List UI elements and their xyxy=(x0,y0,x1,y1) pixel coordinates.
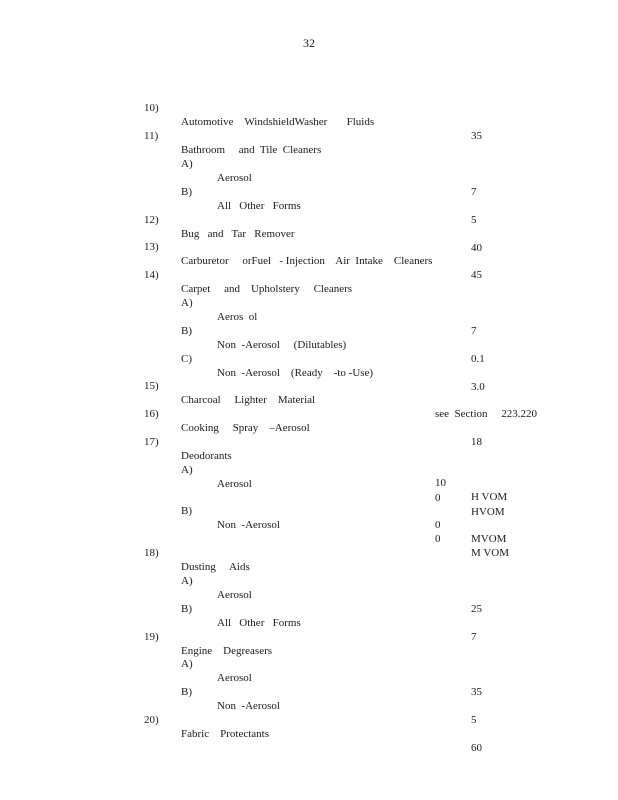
item-number: 18) xyxy=(144,547,159,559)
limit-number: 0 xyxy=(435,519,441,531)
sub-item xyxy=(0,310,618,365)
item-number: 12) xyxy=(144,214,159,226)
item-value: 18 xyxy=(471,436,482,448)
item-value: 5 xyxy=(471,214,477,226)
item-label: Engine Degreasers xyxy=(181,645,273,657)
limit-number: 0 xyxy=(435,533,441,545)
item-number: 16) xyxy=(144,408,159,420)
item-label: Charcoal Lighter Material xyxy=(181,394,316,406)
item-number: 11) xyxy=(144,130,159,142)
item-label: Bathroom and Tile Cleaners xyxy=(181,144,322,156)
sub-item-letter: A) xyxy=(181,575,193,587)
sub-item-label: Aerosol xyxy=(217,172,252,184)
sub-item-letter: B) xyxy=(181,505,192,517)
item-value: 5 xyxy=(471,714,477,726)
sub-item-label: Non -Aerosol (Dilutables) xyxy=(217,339,347,351)
sub-item-letter: C) xyxy=(181,353,192,365)
sub-item-letter: A) xyxy=(181,297,193,309)
item-number: 20) xyxy=(144,714,159,726)
item-value: see Section 223.220 xyxy=(435,408,538,420)
item-value: 25 xyxy=(471,603,482,615)
item-number: 19) xyxy=(144,631,159,643)
item-value: 35 xyxy=(471,686,482,698)
item-number: 14) xyxy=(144,269,159,281)
limit-unit: MVOM xyxy=(471,533,507,545)
item-value: 35 xyxy=(471,130,482,142)
item-value: 7 xyxy=(471,325,477,337)
sub-item xyxy=(0,560,618,615)
item-label: Carpet and Upholstery Cleaners xyxy=(181,283,353,295)
sub-item-label: Aerosol xyxy=(217,589,252,601)
sub-item xyxy=(0,643,618,698)
item-value: 45 xyxy=(471,269,482,281)
item-number: 10) xyxy=(144,102,159,114)
limit-unit: M VOM xyxy=(471,547,510,559)
sub-item-label: All Other Forms xyxy=(217,617,301,629)
list-item xyxy=(0,699,618,754)
sub-item-label: Aerosol xyxy=(217,672,252,684)
item-value: 0.1 xyxy=(471,353,485,365)
item-value: 60 xyxy=(471,742,482,754)
limit-number: 0 xyxy=(435,492,441,504)
sub-item-label: Aerosol xyxy=(217,478,252,490)
item-label: Automotive WindshieldWasher Fluids xyxy=(181,116,375,128)
item-label: Bug and Tar Remover xyxy=(181,228,295,240)
sub-item-letter: B) xyxy=(181,686,192,698)
sub-item-letter: A) xyxy=(181,658,193,670)
sub-item-label: Aeros ol xyxy=(217,311,258,323)
limit-unit: H VOM xyxy=(471,491,508,503)
item-number: 15) xyxy=(144,380,159,392)
sub-item-letter: A) xyxy=(181,158,193,170)
sub-item-label: All Other Forms xyxy=(217,200,301,212)
item-number: 13) xyxy=(144,241,159,253)
item-label: Fabric Protectants xyxy=(181,728,269,740)
item-label: Cooking Spray –Aerosol xyxy=(181,422,310,434)
list-item xyxy=(0,616,618,657)
item-value: 7 xyxy=(471,631,477,643)
sub-item xyxy=(0,282,618,337)
item-number: 17) xyxy=(144,436,159,448)
item-label: Dusting Aids xyxy=(181,561,250,573)
item-label: Carburetor orFuel - Injection Air Intake Cleaners xyxy=(181,255,433,267)
sub-item xyxy=(0,143,618,198)
sub-item-label: Non -Aerosol (Ready -to -Use) xyxy=(217,367,374,379)
item-label: Deodorants xyxy=(181,450,232,462)
item-value: 7 xyxy=(471,186,477,198)
sub-item-letter: B) xyxy=(181,603,192,615)
item-value: 40 xyxy=(471,242,482,254)
sub-item-letter: B) xyxy=(181,325,192,337)
sub-item-label: Non -Aerosol xyxy=(217,519,280,531)
item-value: 3.0 xyxy=(471,381,485,393)
limit-number: 10 xyxy=(435,477,446,489)
page-number: 32 xyxy=(303,36,315,50)
limit-unit: HVOM xyxy=(471,506,505,518)
sub-item-letter: A) xyxy=(181,464,193,476)
sub-item-label: Non -Aerosol xyxy=(217,700,280,712)
sub-item-letter: B) xyxy=(181,186,192,198)
